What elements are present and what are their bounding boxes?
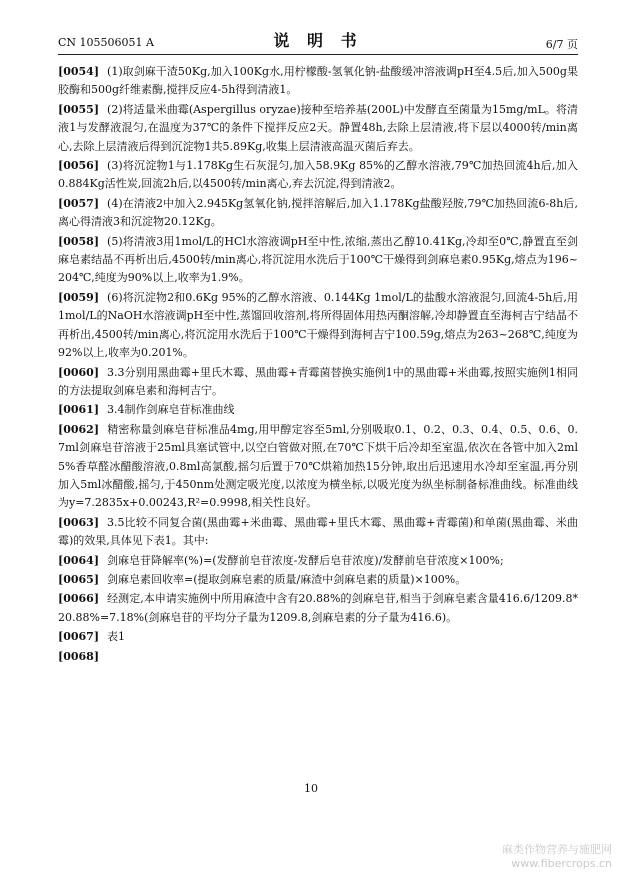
paragraph-text: 剑麻皂素回收率=(提取剑麻皂素的质量/麻渣中剑麻皂素的质量)×100%。 xyxy=(107,572,467,586)
patent-number: CN 105506051 A xyxy=(58,36,154,49)
paragraph-0068 xyxy=(58,648,578,666)
paragraph-text: 3.3分别用黑曲霉+里氏木霉、黑曲霉+青霉菌替换实施例1中的黑曲霉+米曲霉,按照实施例1相同的方法提取剑麻皂素和海柯吉宁。 xyxy=(58,365,578,397)
paragraph-number: [0054] xyxy=(58,65,100,78)
paragraph-0054 xyxy=(58,63,578,100)
document-title: 说 明 书 xyxy=(273,31,363,50)
site-watermark xyxy=(502,843,612,871)
paragraph-text: (2)将适量米曲霉(Aspergillus oryzae)接种至培养基(200L)中发酵直至菌量为15mg/mL。将清液1与发酵液混匀,在温度为37℃的条件下搅拌反应2天。静置48h,去除上层清液,将下层以4000转/min离心,去除上层清液后得到沉淀物1共5.89Kg,收集上层清液高温灭菌后弃去。 xyxy=(58,102,578,153)
paragraph-number: [0065] xyxy=(58,572,100,586)
paragraph-0059 xyxy=(58,289,578,363)
paragraph-0065 xyxy=(58,571,578,589)
page-header xyxy=(58,28,578,50)
watermark-url: www.fibercrops.cn xyxy=(511,857,612,870)
document-body xyxy=(58,63,578,667)
paragraph-text: 剑麻皂苷降解率(%)=(发酵前皂苷浓度-发酵后皂苷浓度)/发酵前皂苷浓度×100%; xyxy=(107,553,504,567)
paragraph-0055 xyxy=(58,101,578,156)
page-number: 10 xyxy=(304,782,318,795)
paragraph-number: [0057] xyxy=(58,196,100,210)
paragraph-number: [0066] xyxy=(58,592,100,606)
paragraph-number: [0067] xyxy=(58,630,100,644)
paragraph-number: [0055] xyxy=(58,102,100,116)
paragraph-number: [0062] xyxy=(58,422,100,436)
paragraph-0066 xyxy=(58,590,578,627)
paragraph-0063 xyxy=(58,514,578,551)
paragraph-text: 经测定,本申请实施例中所用麻渣中含有20.88%的剑麻皂苷,相当于剑麻皂素含量416.6/1209.8*20.88%=7.18%(剑麻皂苷的平均分子量为1209.8,剑麻皂素的分子量为416.6)。 xyxy=(58,592,578,624)
paragraph-0056 xyxy=(58,157,578,194)
paragraph-text: (3)将沉淀物1与1.178Kg生石灰混匀,加入58.9Kg 85%的乙醇水溶液,79℃加热回流4h后,加入0.884Kg活性炭,回流2h后,以4500转/min离心,弃去沉淀,得到清液2。 xyxy=(58,159,578,191)
paragraph-number: [0059] xyxy=(58,290,100,304)
paragraph-number: [0056] xyxy=(58,159,100,173)
paragraph-text: 3.5比较不同复合菌(黑曲霉+米曲霉、黑曲霉+里氏木霉、黑曲霉+青霉菌)和单菌(黑曲霉、米曲霉)的效果,具体见下表1。其中: xyxy=(58,515,578,548)
paragraph-0067 xyxy=(58,628,578,646)
paragraph-number: [0061] xyxy=(58,403,100,417)
watermark-site-name: 麻类作物营养与施肥网 xyxy=(502,843,612,856)
paragraph-0060 xyxy=(58,364,578,401)
paragraph-0057 xyxy=(58,195,578,232)
paragraph-text: (5)将清液3用1mol/L的HCl水溶液调pH至中性,浓缩,蒸出乙醇10.41Kg,冷却至0℃,静置直至剑麻皂素结晶不再析出后,4500转/min离心,将沉淀用水洗后于100℃干燥得到剑麻皂素0.95Kg,熔点为196~204℃,纯度为90%以上,收率为1.9%。 xyxy=(58,234,578,285)
paragraph-number: [0058] xyxy=(58,234,100,248)
paragraph-text: (4)在清液2中加入2.945Kg氢氧化钠,搅拌溶解后,加入1.178Kg盐酸羟胺,79℃加热回流6-8h后,离心得清液3和沉淀物20.12Kg。 xyxy=(58,196,578,229)
paragraph-text: 3.4制作剑麻皂苷标准曲线 xyxy=(107,403,235,417)
paragraph-text: 表1 xyxy=(107,630,126,644)
paragraph-0058 xyxy=(58,233,578,288)
paragraph-0062 xyxy=(58,421,578,513)
paragraph-0064 xyxy=(58,552,578,570)
paragraph-0061 xyxy=(58,401,578,419)
paragraph-text: (6)将沉淀物2和0.6Kg 95%的乙醇水溶液、0.144Kg 1mol/L的盐酸水溶液混匀,回流4-5h后,用1mol/L的NaOH水溶液调pH至中性,蒸馏回收溶剂,将所得固体用热丙酮溶解,冷却静置直至海柯吉宁结晶不再析出,4500转/min离心,将沉淀用水洗后于100℃干燥得到海柯吉宁100.59g,熔点为263~268℃,纯度为92%以上,收率为0.201%。 xyxy=(58,290,578,360)
paragraph-number: [0063] xyxy=(58,515,100,529)
page-info: 6/7 页 xyxy=(545,38,578,51)
paragraph-text: 精密称量剑麻皂苷标准品4mg,用甲醇定容至5ml,分别吸取0.1、0.2、0.3、0.4、0.5、0.6、0.7ml剑麻皂苷溶液于25ml具塞试管中,以空白管做对照,在70℃下烘干后冷却至室温,依次在各管中加入2ml5%香草醛冰醋酸溶液,0.8ml高氯酸,摇匀后置于70℃烘箱加热15分钟,取出后迅速用水冷却至室温,再分别加入5ml冰醋酸,摇匀,于450nm处测定吸光度,以浓度为横坐标,以吸光度为纵坐标制备标准曲线。标准曲线为y=7.2835x+0.00243,R²=0.9998,相关性良好。 xyxy=(58,422,578,510)
header-divider xyxy=(58,54,578,55)
paragraph-number: [0064] xyxy=(58,553,100,567)
paragraph-number: [0060] xyxy=(58,365,100,379)
paragraph-text: (1)取剑麻干渣50Kg,加入100Kg水,用柠檬酸-氢氧化钠-盐酸缓冲溶液调pH至4.5后,加入500g果胶酶和500g纤维素酶,搅拌反应4-5h得到清液1。 xyxy=(58,65,578,97)
paragraph-number: [0068] xyxy=(58,649,100,663)
